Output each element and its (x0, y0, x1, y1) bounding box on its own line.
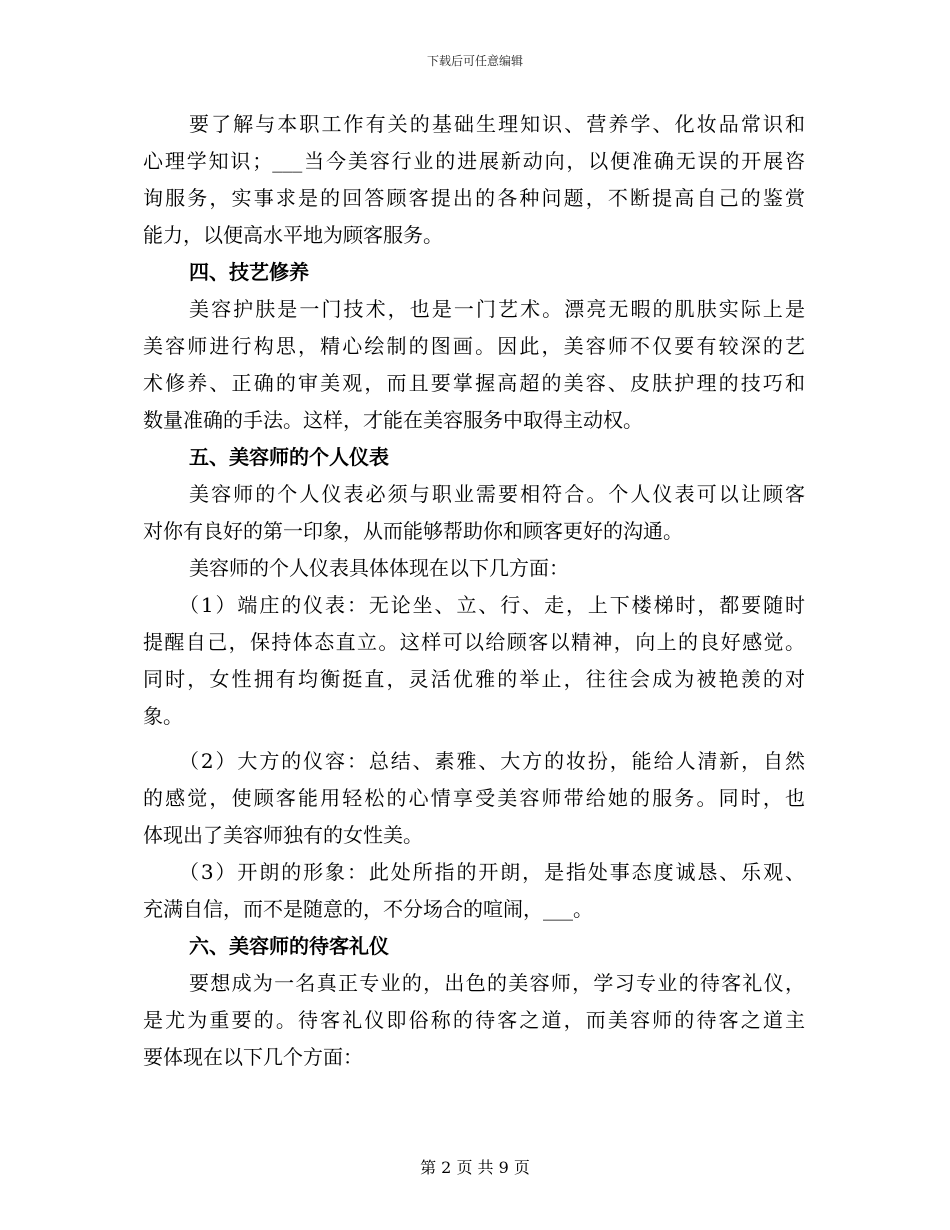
paragraph-line: 美容护肤是一门技术，也是一门艺术。漂亮无暇的肌肤实际上是 (189, 297, 805, 321)
paragraph-line: 要想成为一名真正专业的，出色的美容师，学习专业的待客礼仪， (189, 971, 805, 995)
paragraph-line: 心理学知识；___当今美容行业的进展新动向，以便准确无误的开展咨 (143, 149, 805, 173)
list-item-line: 充满自信，而不是随意的，不分场合的喧闹，___。 (143, 897, 593, 921)
section-heading-6: 六、美容师的待客礼仪 (189, 934, 389, 958)
list-item-line: 体现出了美容师独有的女性美。 (143, 823, 423, 847)
list-item-line: 同时，女性拥有均衡挺直，灵活优雅的举止，往往会成为被艳羡的对 (143, 667, 805, 691)
page-header: 下载后可任意编辑 (426, 54, 523, 68)
list-item-line: 提醒自己，保持体态直立。这样可以给顾客以精神，向上的良好感觉。 (143, 630, 805, 654)
paragraph-line: 术修养、正确的审美观，而且要掌握高超的美容、皮肤护理的技巧和 (143, 371, 805, 395)
section-heading-4: 四、技艺修养 (189, 260, 309, 284)
list-item-line: （1）端庄的仪表：无论坐、立、行、走，上下楼梯时，都要随时 (179, 593, 805, 617)
paragraph-line: 要体现在以下几个方面： (143, 1045, 363, 1069)
list-item-line: （3）开朗的形象：此处所指的开朗，是指处事态度诚恳、乐观、 (179, 860, 805, 884)
paragraph-line: 对你有良好的第一印象，从而能够帮助你和顾客更好的沟通。 (143, 519, 683, 543)
list-item-line: 象。 (143, 704, 183, 728)
page-number: 第 2 页 共 9 页 (420, 1158, 530, 1177)
paragraph-line: 是尤为重要的。待客礼仪即俗称的待客之道，而美容师的待客之道主 (143, 1008, 805, 1032)
paragraph-line: 数量准确的手法。这样，才能在美容服务中取得主动权。 (143, 408, 643, 432)
document-body (143, 106, 805, 1076)
paragraph-line: 美容师的个人仪表具体体现在以下几方面： (189, 556, 569, 580)
paragraph-line: 要了解与本职工作有关的基础生理知识、营养学、化妆品常识和 (189, 112, 805, 136)
section-heading-5: 五、美容师的个人仪表 (189, 445, 389, 469)
list-item-line: （2）大方的仪容：总结、素雅、大方的妆扮，能给人清新，自然 (179, 749, 805, 773)
paragraph-line: 能力，以便高水平地为顾客服务。 (143, 223, 443, 247)
paragraph-line: 美容师进行构思，精心绘制的图画。因此，美容师不仅要有较深的艺 (143, 334, 805, 358)
list-item-line: 的感觉，使顾客能用轻松的心情享受美容师带给她的服务。同时，也 (143, 786, 805, 810)
paragraph-line: 询服务，实事求是的回答顾客提出的各种问题，不断提高自己的鉴赏 (143, 186, 805, 210)
paragraph-line: 美容师的个人仪表必须与职业需要相符合。个人仪表可以让顾客 (189, 482, 805, 506)
